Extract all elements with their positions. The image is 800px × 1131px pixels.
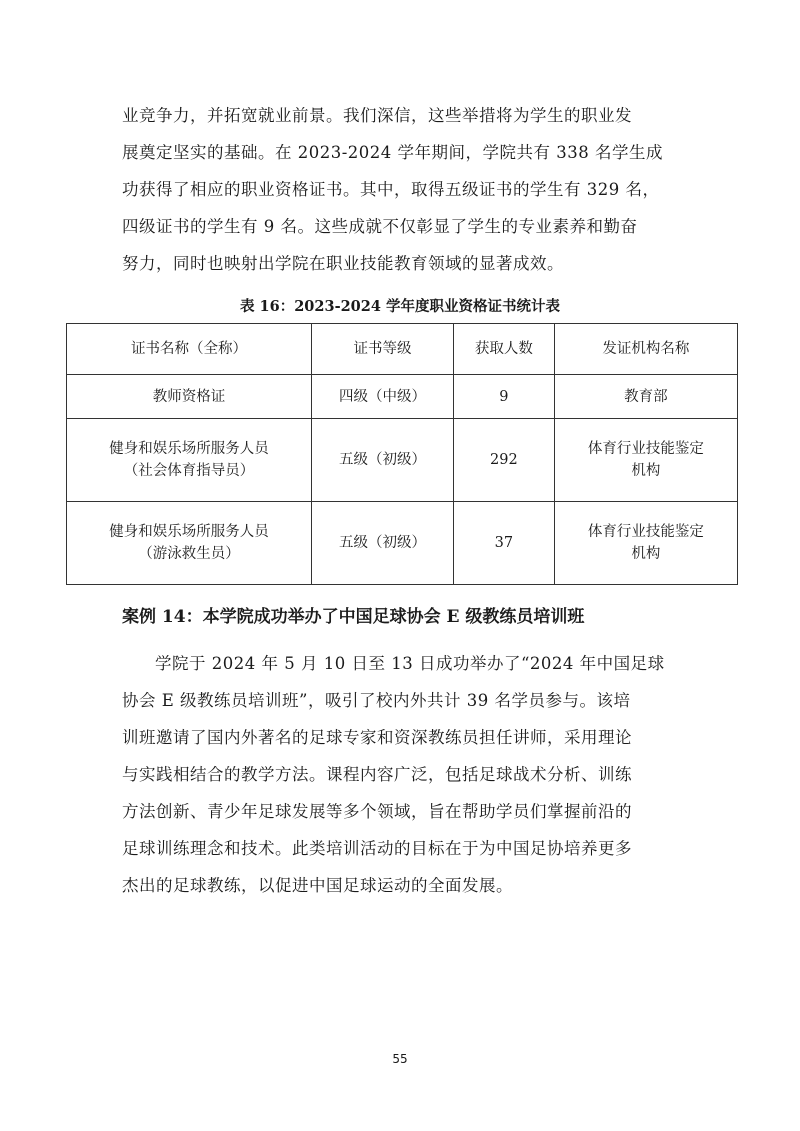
text-line: 展奠定坚实的基础。在 2023-2024 学年期间，学院共有 338 名学生成 <box>122 143 664 162</box>
text-line: 杰出的足球教练，以促进中国足球运动的全面发展。 <box>122 876 513 895</box>
page-number: 55 <box>392 1052 408 1066</box>
cell-level: 四级（中级） <box>311 375 453 419</box>
table-row <box>67 375 738 419</box>
cell-line: 机构 <box>631 546 661 562</box>
table-row <box>67 419 738 502</box>
cell-line: 健身和娱乐场所服务人员 <box>109 441 269 457</box>
cell-issuer <box>554 502 737 585</box>
header-certificate-name: 证书名称（全称） <box>67 324 312 375</box>
text-line: 业竞争力，并拓宽就业前景。我们深信，这些举措将为学生的职业发 <box>122 106 632 125</box>
cell-issuer <box>554 419 737 502</box>
cell-count: 9 <box>453 375 554 419</box>
cell-line: 健身和娱乐场所服务人员 <box>109 524 269 540</box>
text-line: 协会 E 级教练员培训班”，吸引了校内外共计 39 名学员参与。该培 <box>122 691 631 710</box>
text-line: 学院于 2024 年 5 月 10 日至 13 日成功举办了“2024 年中国足球 <box>155 654 665 673</box>
header-certificate-level: 证书等级 <box>311 324 453 375</box>
cell-certificate-name <box>67 375 312 419</box>
cell-line: 教师资格证 <box>152 388 226 405</box>
cell-line: （游泳救生员） <box>138 546 240 562</box>
certificate-statistics-table <box>66 323 738 585</box>
text-line: 功获得了相应的职业资格证书。其中，取得五级证书的学生有 329 名， <box>122 180 660 199</box>
cell-line: 机构 <box>631 463 661 479</box>
header-count: 获取人数 <box>453 324 554 375</box>
cell-line: 体育行业技能鉴定 <box>587 441 704 457</box>
header-issuer: 发证机构名称 <box>554 324 737 375</box>
text-line: 方法创新、青少年足球发展等多个领域，旨在帮助学员们掌握前沿的 <box>122 802 632 821</box>
paragraph-career-certificates <box>122 97 682 282</box>
cell-certificate-name <box>67 419 312 502</box>
text-line: 训班邀请了国内外著名的足球专家和资深教练员担任讲师，采用理论 <box>122 728 632 747</box>
table-header-row <box>67 324 738 375</box>
table-caption: 表 16：2023-2024 学年度职业资格证书统计表 <box>239 298 560 315</box>
cell-line: 教育部 <box>624 388 668 405</box>
cell-level: 五级（初级） <box>311 419 453 502</box>
text-line: 四级证书的学生有 9 名。这些成就不仅彰显了学生的专业素养和勤奋 <box>122 217 638 236</box>
cell-line: （社会体育指导员） <box>123 463 255 479</box>
cell-count: 292 <box>453 419 554 502</box>
cell-certificate-name <box>67 502 312 585</box>
cell-level: 五级（初级） <box>311 502 453 585</box>
table-row <box>67 502 738 585</box>
cell-count: 37 <box>453 502 554 585</box>
case-heading: 案例 14：本学院成功举办了中国足球协会 E 级教练员培训班 <box>122 607 585 627</box>
paragraph-football-training <box>122 645 682 904</box>
cell-line: 体育行业技能鉴定 <box>587 524 704 540</box>
text-line: 努力，同时也映射出学院在职业技能教育领域的显著成效。 <box>122 254 564 273</box>
cell-issuer <box>554 375 737 419</box>
text-line: 与实践相结合的教学方法。课程内容广泛，包括足球战术分析、训练 <box>122 765 632 784</box>
text-line: 足球训练理念和技术。此类培训活动的目标在于为中国足协培养更多 <box>122 839 632 858</box>
